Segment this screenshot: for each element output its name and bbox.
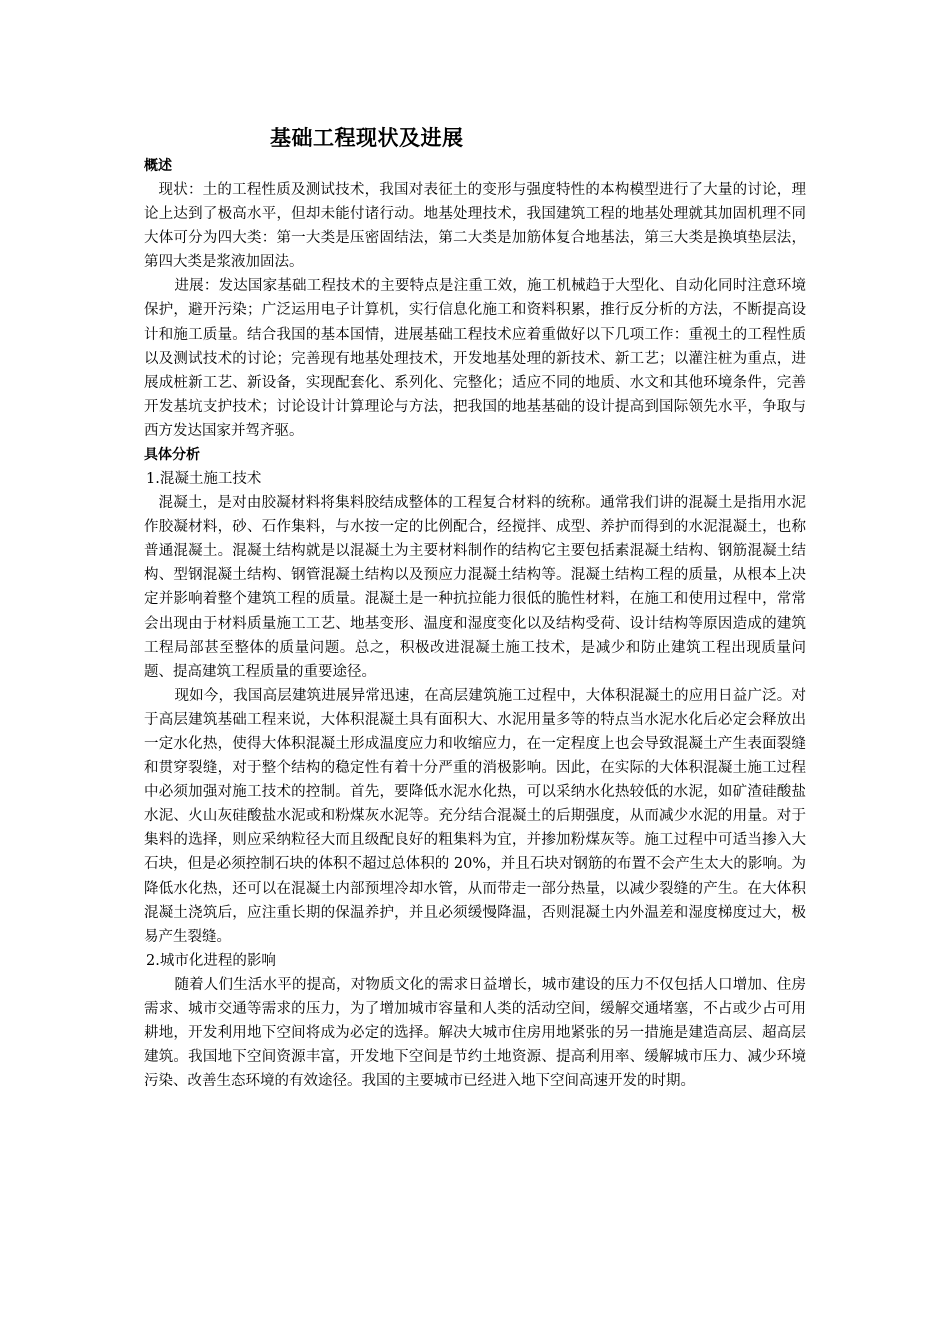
concrete-section-heading: 1.混凝土施工技术 [146,471,262,488]
overview-heading: 概述 [144,158,172,174]
urbanization-paragraph: 随着人们生活水平的提高，对物质文化的需求日益增长，城市建设的压力不仅包括人口增加、住房需求、城市交通等需求的压力，为了增加城市容量和人类的活动空间，缓解交通堵塞，不占或少占可用耕地，开发利用地下空间将成为必定的选择。解决大城市住房用地紧张的另一措施是建造高层、超高层建筑。我国地下空间资源丰富，开发地下空间是节约土地资源、提高利用率、缓解城市压力、减少环境污染、改善生态环境的有效途径。我国的主要城市已经进入地下空间高速开发的时期。 [144,976,806,1090]
urbanization-section-heading: 2.城市化进程的影响 [146,952,276,969]
concrete-paragraph-1: 混凝土，是对由胶凝材料将集料胶结成整体的工程复合材料的统称。通常我们讲的混凝土是指用水泥作胶凝材料，砂、石作集料，与水按一定的比例配合，经搅拌、成型、养护而得到的水泥混凝土，也称普通混凝土。混凝土结构就是以混凝土为主要材料制作的结构它主要包括素混凝土结构、钢筋混凝土结构、型钢混凝土结构、钢管混凝土结构以及预应力混凝土结构等。混凝土结构工程的质量，从根本上决定并影响着整个建筑工程的质量。混凝土是一种抗拉能力很低的脆性材料，在施工和使用过程中，常常会出现由于材料质量施工工艺、地基变形、温度和湿度变化以及结构受荷、设计结构等原因造成的建筑工程局部甚至整体的质量问题。总之，积极改进混凝土施工技术，是减少和防止建筑工程出现质量问题、提高建筑工程质量的重要途径。 [144,495,806,680]
overview-status-paragraph: 现状：土的工程性质及测试技术，我国对表征土的变形与强度特性的本构模型进行了大量的讨论，理论上达到了极高水平，但却未能付诸行动。地基处理技术，我国建筑工程的地基处理就其加固机理不同大体可分为四大类：第一大类是压密固结法，第二大类是加筋体复合地基法，第三大类是换填垫层法，第四大类是浆液加固法。 [144,182,806,271]
overview-progress-paragraph: 进展：发达国家基础工程技术的主要特点是注重工效，施工机械趋于大型化、自动化同时注意环境保护，避开污染；广泛运用电子计算机，实行信息化施工和资料积累，推行反分析的方法，不断提高设计和施工质量。结合我国的基本国情，进展基础工程技术应着重做好以下几项工作：重视土的工程性质以及测试技术的讨论；完善现有地基处理技术，开发地基处理的新技术、新工艺；以灌注桩为重点，进展成桩新工艺、新设备，实现配套化、系列化、完整化；适应不同的地质、水文和其他环境条件，完善开发基坑支护技术；讨论设计计算理论与方法，把我国的地基基础的设计提高到国际领先水平，争取与西方发达国家并驾齐驱。 [144,278,806,439]
concrete-paragraph-2: 现如今，我国高层建筑进展异常迅速，在高层建筑施工过程中，大体积混凝土的应用日益广泛。对于高层建筑基础工程来说，大体积混凝土具有面积大、水泥用量多等的特点当水泥水化后必定会释放出一定水化热，使得大体积混凝土形成温度应力和收缩应力，在一定程度上也会导致混凝土产生表面裂缝和贯穿裂缝，对于整个结构的稳定性有着十分严重的消极影响。因此，在实际的大体积混凝土施工过程中必须加强对施工技术的控制。首先，要降低水泥水化热，可以采纳水化热较低的水泥，如矿渣硅酸盐水泥、火山灰硅酸盐水泥或和粉煤灰水泥等。充分结合混凝土的后期强度，从而减少水泥的用量。对于集料的选择，则应采纳粒径大而且级配良好的粗集料为宜，并掺加粉煤灰等。施工过程中可适当掺入大石块，但是必须控制石块的体积不超过总体积的 20%，并且石块对钢筋的布置不会产生太大的影响。为降低水化热，还可以在混凝土内部预埋冷却水管，从而带走一部分热量，以减少裂缝的产生。在大体积混凝土浇筑后，应注重长期的保温养护，并且必须缓慢降温，否则混凝土内外温差和湿度梯度过大，极易产生裂缝。 [144,687,806,945]
document-title: 基础工程现状及进展 [270,126,464,150]
document-page [144,122,806,1093]
analysis-heading: 具体分析 [144,447,200,464]
